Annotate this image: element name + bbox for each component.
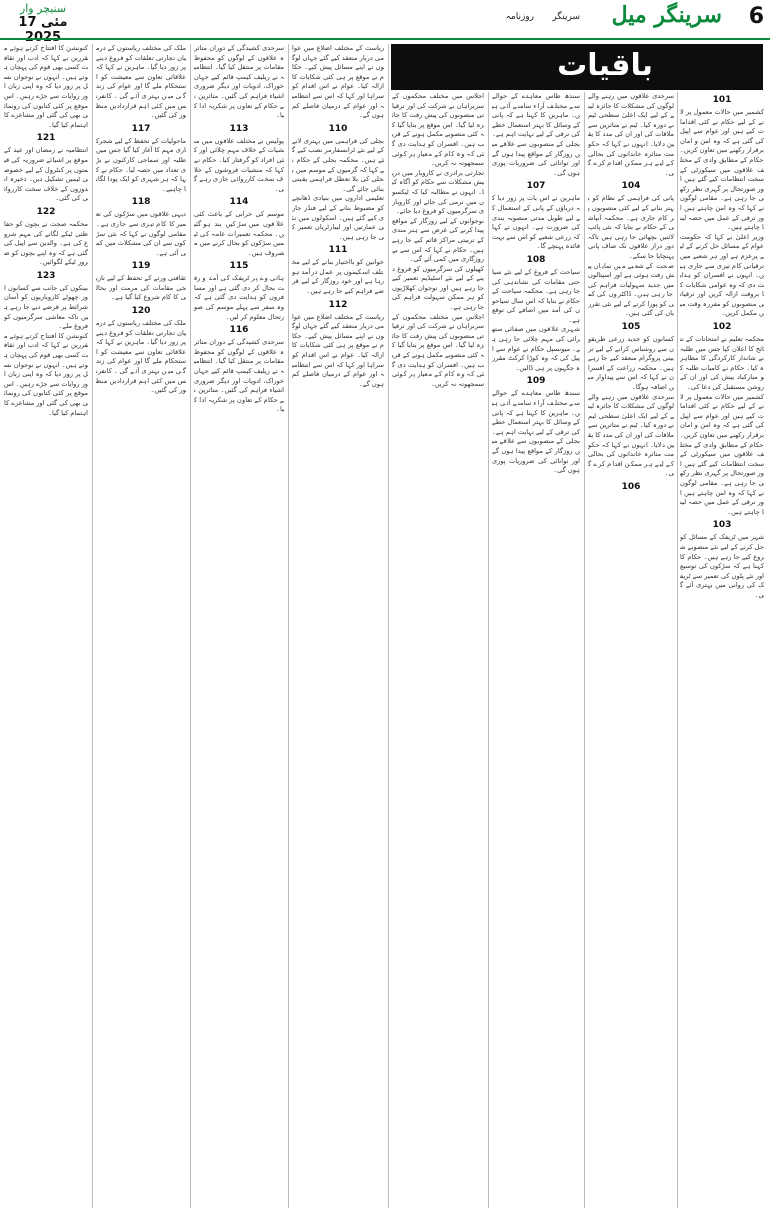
header-rule bbox=[0, 38, 770, 40]
article-text: دیہی علاقوں میں سڑکوں کی تعمیر کا کام تیزی سے جاری ہے۔ مقامی لوگوں نے کہا کہ نئی سڑکوں سے ان کی مشکلات میں کمی آئی ہے۔ bbox=[96, 210, 186, 257]
column-separator bbox=[92, 44, 93, 1208]
article-text: کنونشن کا افتتاح کرتے ہوئے مقررین نے کہا کہ ادب اور ثقافت کسی بھی قوم کی پہچان ہوتے ہیں۔ انہوں نے نوجوان نسل پر زور دیا کہ وہ اپنی زبان اور روایات سے جڑے رہیں۔ اس موقع پر کئی کتابوں کی رونمائی بھی کی گئی اور مشاعرے کا اہتمام کیا گیا۔ bbox=[4, 331, 88, 417]
section-number: 106 bbox=[621, 481, 641, 492]
article-text: کھیلوں کی سرگرمیوں کو فروغ دینے کے لیے نئے اسٹیڈیم تعمیر کیے جا رہے ہیں اور نوجوان کھلاڑیوں کو ہر ممکن سہولت فراہم کی جا رہی ہے۔ bbox=[392, 264, 484, 312]
section-number: 109 bbox=[526, 376, 546, 387]
column-7 bbox=[96, 44, 186, 1208]
article-text: ماہرین نے اس بات پر زور دیا کہ دریاؤں کے پانی کے استعمال کے لیے طویل مدتی منصوبہ بندی کی ضرورت ہے۔ انہوں نے کہا کہ زرعی شعبے کو اس سے بہت فائدہ پہنچے گا۔ bbox=[492, 194, 580, 251]
article-text: سیاحت کے فروغ کے لیے نئے سیاحتی مقامات کی نشاندہی کی جا رہی ہے۔ محکمہ سیاحت کے حکام نے بتایا کہ اس سال سیاحوں کی آمد میں اضافے کی توقع ہے۔ bbox=[492, 267, 580, 324]
column-6 bbox=[194, 44, 284, 1208]
article-text: شہری علاقوں میں صفائی ستھرائی کی مہم چلائی جا رہی ہے۔ میونسپل حکام نے عوام سے اپیل کی کہ وہ کوڑا کرکٹ مقررہ جگہوں پر ہی ڈالیں۔ bbox=[492, 325, 580, 372]
column-8 bbox=[4, 44, 88, 1208]
section-banner bbox=[391, 44, 763, 90]
section-number: 119 bbox=[131, 261, 151, 272]
article-text: شہر میں ٹریفک کے مسائل کو حل کرنے کے لیے نئے منصوبے شروع کیے جا رہے ہیں۔ حکام کا کہنا ہے کہ سڑکوں کی توسیع اور نئے پلوں کی تعمیر سے ٹریفک کی روانی میں بہتری آئے گی۔ bbox=[680, 533, 764, 599]
column-separator bbox=[288, 44, 289, 1208]
article-text: سندھ طاس معاہدے کے حوالے سے مختلف آراء سامنے آئی ہیں۔ ماہرین کا کہنا ہے کہ پانی کے وسائل کا بہتر استعمال خطے کی ترقی کے لیے نہایت اہم ہے۔ بجلی کے منصوبوں سے علاقے میں روزگار کے مواقع پیدا ہوں گے اور توانائی کی ضروریات پوری ہوں گی۔ bbox=[492, 92, 580, 177]
article-text: اجلاس میں مختلف محکموں کے سربراہان نے شرکت کی اور ترقیاتی منصوبوں کی پیش رفت کا جائزہ لیا گیا۔ اس موقع پر بتایا گیا کہ کئی منصوبے مکمل ہونے کے قریب ہیں۔ افسران کو ہدایت دی گئی کہ وہ کام کے معیار پر کوئی سمجھوتہ نہ کریں۔ bbox=[392, 312, 484, 388]
section-number: 102 bbox=[712, 322, 732, 333]
article-text: بجلی کی فراہمی میں بہتری لانے کے لیے نئے ٹرانسفارمر نصب کیے گئے ہیں۔ محکمہ بجلی کے حکام نے کہا کہ گرمیوں کے موسم میں بجلی کی بلا تعطل فراہمی یقینی بنائی جائے گی۔ bbox=[292, 136, 384, 193]
article-text: سندھ طاس معاہدے کے حوالے سے مختلف آراء سامنے آئی ہیں۔ ماہرین کا کہنا ہے کہ پانی کے وسائل کا بہتر استعمال خطے کی ترقی کے لیے نہایت اہم ہے۔ بجلی کے منصوبوں سے علاقے میں روزگار کے مواقع پیدا ہوں گے اور توانائی کی ضروریات پوری ہوں گی۔ bbox=[492, 389, 580, 475]
column-separator bbox=[677, 92, 678, 1208]
section-number: 103 bbox=[712, 520, 732, 531]
section-number: 111 bbox=[328, 245, 348, 256]
section-number: 123 bbox=[36, 270, 56, 281]
article-text: ریاست کے مختلف اضلاع میں عوامی دربار منعقد کیے گئے جہاں لوگوں نے اپنے مسائل پیش کیے۔ حکام نے موقع پر ہی کئی شکایات کا ازالہ کیا۔ عوام نے اس اقدام کو سراہا اور کہا کہ اس سے انتظامیہ اور عوام کے درمیان فاصلے کم ہوں گے۔ bbox=[292, 312, 384, 388]
article-text: نوجوانوں کے لیے روزگار کے مواقع پیدا کرنے کی غرض سے ہنر مندی کے تربیتی مراکز قائم کیے جا رہے ہیں۔ حکام نے کہا کہ اس سے بے روزگاری میں کمی آئے گی۔ bbox=[392, 216, 484, 264]
article-text: ملک کی مختلف ریاستوں کے درمیان تجارتی تعلقات کو فروغ دینے پر زور دیا گیا۔ ماہرین نے کہا کہ علاقائی تعاون سے معیشت کو استحکام ملے گا اور عوام کی زندگی میں بہتری آئے گی۔ کانفرنس میں کئی اہم قراردادیں منظور کی گئیں۔ bbox=[96, 319, 186, 395]
article-text: پانی کی فراہمی کے نظام کو بہتر بنانے کے لیے کئی منصوبوں پر کام جاری ہے۔ محکمہ آبپاشی کے حکام نے بتایا کہ نئی پائپ لائنیں بچھائی جا رہی ہیں تاکہ دور دراز علاقوں تک صاف پانی پہنچایا جا سکے۔ bbox=[588, 194, 674, 260]
column-1 bbox=[680, 92, 764, 1208]
section-number: 121 bbox=[36, 133, 56, 144]
section-number: 118 bbox=[131, 197, 151, 208]
section-number: 108 bbox=[526, 254, 546, 265]
newspaper-name: سرینگر میل bbox=[611, 2, 722, 28]
article-text: ہائی وے پر ٹریفک کی آمد و رفت بحال کر دی گئی ہے اور مسافروں کو ہدایت دی گئی ہے کہ وہ سفر سے پہلے موسم کی صورتحال معلوم کر لیں۔ bbox=[194, 274, 284, 321]
column-separator bbox=[388, 44, 389, 1208]
weekday: سنیچر وار bbox=[19, 2, 67, 15]
article-text: سرحدی کشیدگی کے دوران متاثرہ علاقوں کے لوگوں کو محفوظ مقامات پر منتقل کیا گیا۔ انتظامیہ نے ریلیف کیمپ قائم کیے جہاں خوراک، ادویات اور دیگر ضروری اشیاء فراہم کی گئیں۔ متاثرین نے حکام کے تعاون پر شکریہ ادا کیا۔ bbox=[194, 44, 284, 120]
article-text: ریاست کے مختلف اضلاع میں عوامی دربار منعقد کیے گئے جہاں لوگوں نے اپنے مسائل پیش کیے۔ حکام نے موقع پر ہی کئی شکایات کا ازالہ کیا۔ عوام نے اس اقدام کو سراہا اور کہا کہ اس سے انتظامیہ اور عوام کے درمیان فاصلے کم ہوں گے۔ bbox=[292, 44, 384, 120]
column-3 bbox=[492, 92, 580, 1208]
article-text: کنونشن کا افتتاح کرتے ہوئے مقررین نے کہا کہ ادب اور ثقافت کسی بھی قوم کی پہچان ہوتے ہیں۔ انہوں نے نوجوان نسل پر زور دیا کہ وہ اپنی زبان اور روایات سے جڑے رہیں۔ اس موقع پر کئی کتابوں کی رونمائی بھی کی گئی اور مشاعرے کا اہتمام کیا گیا۔ bbox=[4, 44, 88, 129]
article-text: سرحدی علاقوں میں رہنے والے لوگوں کی مشکلات کا جائزہ لینے کے لیے ایک اعلیٰ سطحی ٹیم نے دورہ کیا۔ ٹیم نے متاثرین سے ملاقات کی اور ان کی مدد کا یقین دلایا۔ انہوں نے کہا کہ حکومت متاثرہ خاندانوں کی بحالی کے لیے ہر ممکن اقدام کرے گی۔ bbox=[588, 392, 674, 478]
article-text: ماحولیات کے تحفظ کے لیے شجرکاری مہم کا آغاز کیا گیا جس میں طلبہ اور سماجی کارکنوں نے بڑی تعداد میں حصہ لیا۔ حکام نے کہا کہ ہر شہری کو ایک پودا لگانا چاہیے۔ bbox=[96, 136, 186, 193]
article-text: محکمہ تعلیم نے امتحانات کے نتائج کا اعلان کیا جس میں طلبہ نے شاندار کارکردگی کا مظاہرہ کیا۔ حکام نے کامیاب طلبہ کو مبارکباد پیش کی اور ان کے روشن مستقبل کی دعا کی۔ bbox=[680, 335, 764, 392]
section-number: 122 bbox=[36, 206, 56, 217]
article-text: کشمیر میں حالات معمول پر لانے کے لیے حکام نے کئی اقدامات کیے ہیں اور عوام سے اپیل کی گئی ہے کہ وہ امن و امان برقرار رکھنے میں تعاون کریں۔ حکام کے مطابق وادی کے مختلف علاقوں میں سیکورٹی کے سخت انتظامات کیے گئے ہیں اور صورتحال پر گہری نظر رکھی جا رہی ہے۔ مقامی لوگوں نے کہا کہ وہ امن چاہتے ہیں اور ترقی کے عمل میں حصہ لینا چاہتے ہیں۔ bbox=[680, 392, 764, 516]
article-text: اجلاس میں مختلف محکموں کے سربراہان نے شرکت کی اور ترقیاتی منصوبوں کی پیش رفت کا جائزہ لیا گیا۔ اس موقع پر بتایا گیا کہ کئی منصوبے مکمل ہونے کے قریب ہیں۔ افسران کو ہدایت دی گئی کہ وہ کام کے معیار پر کوئی سمجھوتہ نہ کریں۔ bbox=[392, 92, 484, 168]
newspaper-city: سرینگر bbox=[552, 12, 580, 22]
section-number: 101 bbox=[712, 95, 732, 105]
article-text: خواتین کو بااختیار بنانے کے لیے مختلف اسکیموں پر عمل درآمد ہو رہا ہے اور خود روزگار کے لیے قرضے فراہم کیے جا رہے ہیں۔ bbox=[292, 258, 384, 296]
article-text: کسانوں کو جدید زرعی طریقوں سے روشناس کرانے کے لیے تربیتی پروگرام منعقد کیے جا رہے ہیں۔ محکمہ زراعت کے افسران نے کہا کہ اس سے پیداوار میں اضافہ ہوگا۔ bbox=[588, 335, 674, 392]
section-number: 117 bbox=[131, 123, 151, 134]
column-2 bbox=[588, 92, 674, 1208]
section-number: 104 bbox=[621, 181, 641, 192]
section-number: 110 bbox=[328, 123, 348, 134]
article-text: سرحدی کشیدگی کے دوران متاثرہ علاقوں کے لوگوں کو محفوظ مقامات پر منتقل کیا گیا۔ انتظامیہ نے ریلیف کیمپ قائم کیے جہاں خوراک، ادویات اور دیگر ضروری اشیاء فراہم کی گئیں۔ متاثرین نے حکام کے تعاون پر شکریہ ادا کیا۔ bbox=[194, 338, 284, 414]
newspaper-prefix: روزنامہ bbox=[505, 12, 534, 22]
article-text: پولیس نے مختلف علاقوں میں منشیات کے خلاف مہم چلائی اور کئی افراد کو گرفتار کیا۔ حکام نے کہا کہ منشیات فروشوں کے خلاف سخت کارروائی جاری رہے گی۔ bbox=[194, 136, 284, 193]
issue-date: 17 مئی bbox=[18, 15, 68, 30]
article-text: انتظامیہ نے رمضان اور عید کے موقع پر اشیائے ضروریہ کی قیمتوں پر کنٹرول کے لیے خصوصی ٹیمیں تشکیل دیں۔ ذخیرہ اندوزوں کے خلاف سخت کارروائی کی گئی۔ bbox=[4, 146, 88, 203]
article-text: بینکوں کی جانب سے کسانوں اور چھوٹے کاروباریوں کو آسان شرائط پر قرضے دیے جا رہے ہیں تاکہ معاشی سرگرمیوں کو فروغ ملے۔ bbox=[4, 283, 88, 331]
column-separator bbox=[488, 92, 489, 1208]
column-separator bbox=[190, 44, 191, 1208]
section-number: 116 bbox=[229, 325, 249, 336]
column-5 bbox=[292, 44, 384, 1208]
article-text: ثقافتی ورثے کے تحفظ کے لیے تاریخی مقامات کی مرمت اور بحالی کا کام شروع کیا گیا ہے۔ bbox=[96, 274, 186, 302]
article-text: تعلیمی اداروں میں بنیادی ڈھانچے کو مضبوط بنانے کے لیے فنڈز جاری کیے گئے ہیں۔ اسکولوں میں نئی عمارتیں اور لیبارٹریاں تعمیر کی جا رہی ہیں۔ bbox=[292, 194, 384, 241]
article-text: کشمیر میں حالات معمول پر لانے کے لیے حکام نے کئی اقدامات کیے ہیں اور عوام سے اپیل کی گئی ہے کہ وہ امن و امان برقرار رکھنے میں تعاون کریں۔ حکام کے مطابق وادی کے مختلف علاقوں میں سیکورٹی کے سخت انتظامات کیے گئے ہیں اور صورتحال پر گہری نظر رکھی جا رہی ہے۔ مقامی لوگوں نے کہا کہ وہ امن چاہتے ہیں اور ترقی کے عمل میں حصہ لینا چاہتے ہیں۔ bbox=[680, 108, 764, 232]
article-text: موسم کی خرابی کے باعث کئی علاقوں میں سڑکیں بند ہو گئیں۔ محکمہ تعمیرات عامہ کی ٹیمیں سڑکوں کو بحال کرنے میں مصروف ہیں۔ bbox=[194, 210, 284, 257]
page-number: 6 bbox=[748, 4, 764, 29]
article-text: سرحدی علاقوں میں رہنے والے لوگوں کی مشکلات کا جائزہ لینے کے لیے ایک اعلیٰ سطحی ٹیم نے دورہ کیا۔ ٹیم نے متاثرین سے ملاقات کی اور ان کی مدد کا یقین دلایا۔ انہوں نے کہا کہ حکومت متاثرہ خاندانوں کی بحالی کے لیے ہر ممکن اقدام کرے گی۔ bbox=[588, 92, 674, 177]
section-number: 114 bbox=[229, 197, 249, 208]
article-text: وزیر اعلیٰ نے کہا کہ حکومت عوام کے مسائل حل کرنے کے لیے پرعزم ہے اور ہر شعبے میں ترقیاتی کام تیزی سے جاری ہیں۔ انہوں نے افسران کو ہدایت دی کہ وہ عوامی شکایات کا بروقت ازالہ کریں اور ترقیاتی منصوبوں کو مقررہ وقت میں مکمل کریں۔ bbox=[680, 232, 764, 318]
article-text: صحت کے شعبے میں نمایاں پیش رفت ہوئی ہے اور اسپتالوں میں جدید سہولیات فراہم کی جا رہی ہیں۔ ڈاکٹروں کی کمی کو پورا کرنے کے لیے نئی تقرریاں کی گئی ہیں۔ bbox=[588, 261, 674, 318]
article-text: ملک کی مختلف ریاستوں کے درمیان تجارتی تعلقات کو فروغ دینے پر زور دیا گیا۔ ماہرین نے کہا کہ علاقائی تعاون سے معیشت کو استحکام ملے گا اور عوام کی زندگی میں بہتری آئے گی۔ کانفرنس میں کئی اہم قراردادیں منظور کی گئیں۔ bbox=[96, 44, 186, 120]
masthead bbox=[0, 0, 770, 38]
column-4 bbox=[392, 92, 484, 1208]
section-number: 112 bbox=[328, 299, 348, 310]
section-number: 107 bbox=[526, 181, 546, 192]
section-number: 115 bbox=[229, 261, 249, 272]
article-text: محکمہ صحت نے بچوں کو حفاظتی ٹیکے لگانے کی مہم شروع کی ہے۔ والدین سے اپیل کی گئی ہے کہ وہ اپنے بچوں کو ضرور ٹیکے لگوائیں۔ bbox=[4, 219, 88, 267]
section-number: 105 bbox=[621, 322, 641, 333]
section-number: 113 bbox=[229, 123, 249, 134]
article-text: تجارتی برادری نے کاروبار میں درپیش مشکلات سے حکام کو آگاہ کیا۔ انہوں نے مطالبہ کیا کہ ٹیکسوں میں نرمی کی جائے اور کاروباری سرگرمیوں کو فروغ دیا جائے۔ bbox=[392, 168, 484, 216]
section-title: باقیات bbox=[557, 48, 653, 83]
column-separator bbox=[584, 92, 585, 1208]
section-number: 120 bbox=[131, 306, 151, 317]
